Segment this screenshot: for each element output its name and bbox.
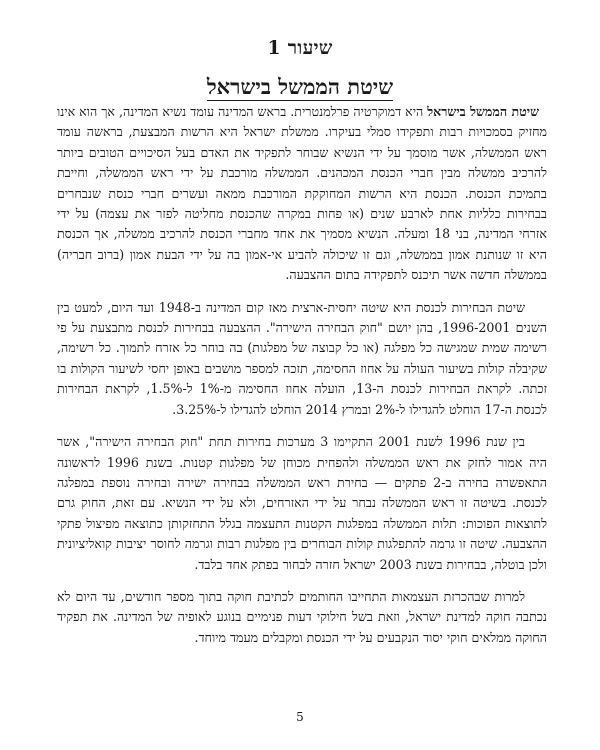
chapter-title: [0, 74, 600, 100]
paragraph-3: בין שנת 1996 לשנת 2001 התקיימו 3 מערכות בחירות תחת "חוק הבחירה הישירה", אשר היה אמור לחזק את ראש הממשלה ולהפחית מכוחן של מפלגות קטנות. בשנת 1996 לראשונה התאפשרה בחירה ב-2 פתקים — בחירת ראש הממשלה בבחירה ישירה ובחירה נוספת במפלגה לכנסת. בשיטה זו ראש הממשלה נבחר על ידי האזרחים, ולא על ידי הנשיא. עם זאת, החוק גרם לתוצאות הפוכות: תלות הממשלה במפלגות הקטנות התעצמה בגלל התחזקותן כתוצאה מפיצול פתקי ההצבעה. שיטה זו גרמה להתפלגות קולות הבוחרים בין מפלגות רבות וגרמה לחוסר יציבות קואליציונית ולכן בוטלה, בבחירות בשנת 2003 ישראל חזרה לבחור בפתק אחד בלבד.: [57, 434, 547, 572]
paragraph-1-lead: שיטת הממשל בישראל: [427, 104, 539, 119]
body-text: [57, 102, 547, 660]
page-number: 5: [296, 710, 304, 724]
paragraph-1: [57, 102, 547, 286]
lesson-title: שיעור 1: [267, 37, 333, 59]
paragraph-2: שיטת הבחירות לכנסת היא שיטה יחסית-ארצית מאז קום המדינה ב-1948 ועד היום, למעט בין השנים 1996-2001, בהן יושם "חוק הבחירה הישירה". ההצבעה בבחירות לכנסת מתבצעת על פי רשימה שמית שמגישה כל מפלגה (או כל קבוצה של מפלגות) בה בוחר כל אזרח לתמוך. כל רשימה, שקיבלה קולות בשיעור העולה על אחוז החסימה, תזכה למספר מושבים באופן יחסי לשיעור הקולות בו זכתה. לקראת הבחירות לכנסת ה-13, הועלה אחוז החסימה מ-1% ל-1.5%, לקראת הבחירות לכנסת ה-17 הוחלט להגדילו ל-2% ובמרץ 2014 הוחלט להגדילו ל-3.25%.: [57, 299, 548, 417]
paragraph-1-text: היא דמוקרטיה פרלמנטרית. בראש המדינה עומד נשיא המדינה, אך הוא אינו מחזיק בסמכויות רבות ותפקידו סמלי בעיקרו. ממשלת ישראל היא הרשות המבצעת, בראשה עומד ראש הממשלה, אשר מוסמך על ידי הנשיא שבוחר לתפקיד את האדם בעל הסיכויים הטובים ביותר להרכיב ממשלה מבין חברי הכנסת המכהנים. הממשלה מורכבת על ידי ראש הממשלה, וחייבת בתמיכת הכנסת. הכנסת היא הרשות המחוקקת המורכבת ממאה ועשרים חברי כנסת שנבחרים בבחירות כלליות אחת לארבע שנים (או פחות במקרה שהכנסת מחליטה לפזר את עצמה) על ידי אזרחי המדינה, בני 18 ומעלה. הנשיא מסמיך את אחד מחברי הכנסת להרכיב ממשלה, אך הכנסת היא זו שנותנת אמון בממשלה, וגם זו שיכולה להביע אי-אמון בה על ידי הבעת אמון (ברוב חבריה) בממשלה חדשה אשר תיכנס לתפקידה בתום ההצבעה.: [57, 104, 547, 283]
paragraph-4: למרות שבהכרזת העצמאות התחייבו החותמים לכתיבת חוקה בתוך מספר חודשים, עד היום לא נכתבה חוקה למדינת ישראל, וזאת בשל חילוקי דעות פנימיים בנוגע לאופיה של המדינה. את תפקיד החוקה ממלאים חוקי יסוד הנקבעים על ידי הכנסת ומקבלים מעמד מיוחד.: [57, 588, 547, 645]
chapter-title-text: שיטת הממשל בישראל: [206, 74, 394, 99]
